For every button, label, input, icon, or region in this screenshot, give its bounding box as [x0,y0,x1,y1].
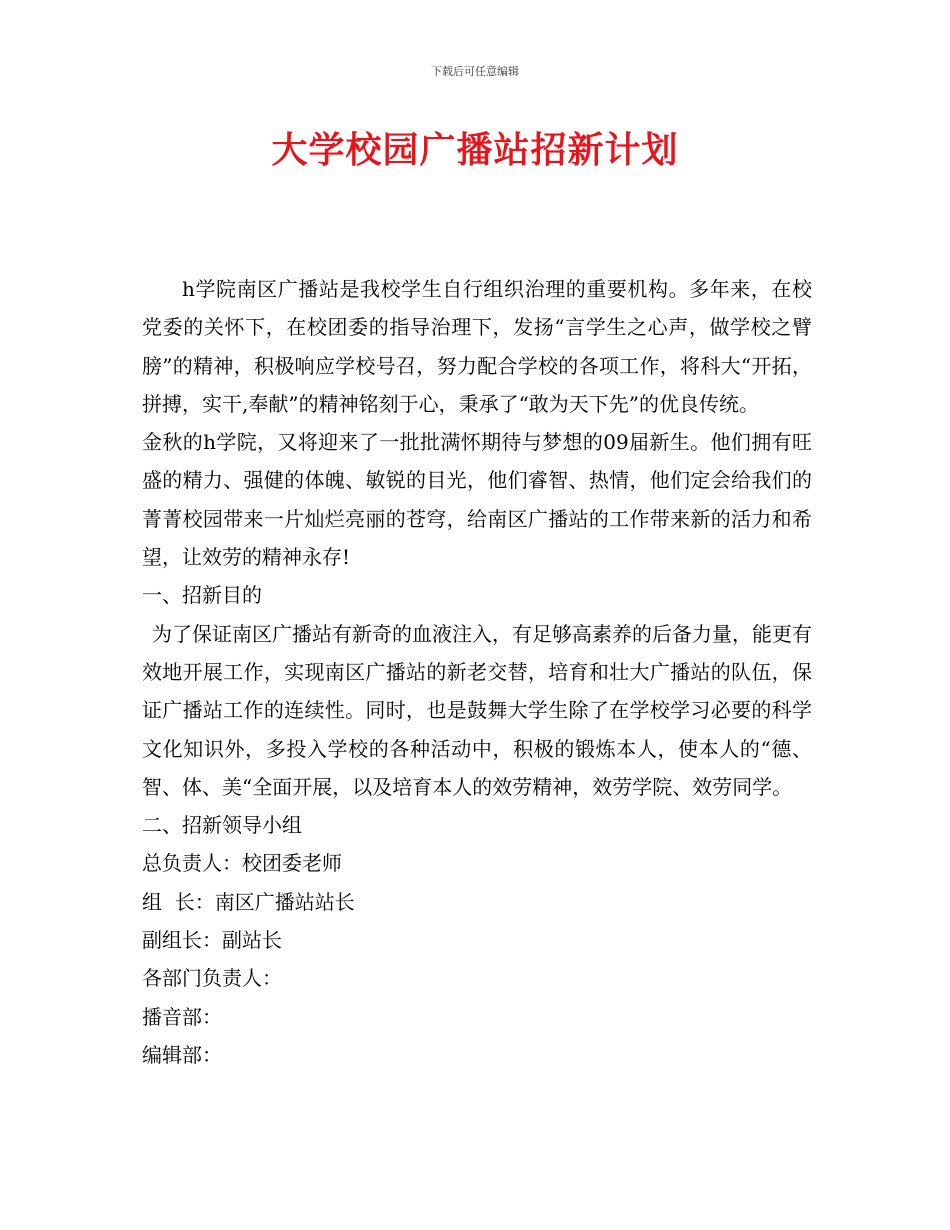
leadership-line-group-leader: 组 长：南区广播站站长 [142,889,355,914]
section-heading-purpose: 一、招新目的 [142,583,262,608]
leadership-line-broadcast-dept: 播音部： [142,1004,222,1029]
section-heading-leadership: 二、招新领导小组 [142,813,302,838]
document-title: 大学校园广播站招新计划 [271,129,679,171]
leadership-line-department-heads: 各部门负责人： [142,966,282,991]
document-body [142,270,812,1074]
leadership-line-general-manager: 总负责人：校团委老师 [142,851,342,876]
leadership-line-editorial-dept: 编辑部： [142,1042,222,1067]
leadership-line-deputy-leader: 副组长：副站长 [142,928,282,953]
page-header-note: 下载后可任意编辑 [431,65,519,78]
second-paragraph: 金秋的h学院，又将迎来了一批批满怀期待与梦想的09届新生。他们拥有旺盛的精力、强健的体魄、敏锐的目光，他们睿智、热情，他们定会给我们的菁菁校园带来一片灿烂亮丽的苍穹，给南区广播站的工作带来新的活力和希望，让效劳的精神永存! [142,430,812,570]
purpose-paragraph: 为了保证南区广播站有新奇的血液注入，有足够高素养的后备力量，能更有效地开展工作，实现南区广播站的新老交替，培育和壮大广播站的队伍，保证广播站工作的连续性。同时，也是鼓舞大学生除了在学校学习必要的科学文化知识外，多投入学校的各种活动中，积极的锻炼本人，使本人的“德、智、体、美“全面开展，以及培育本人的效劳精神，效劳学院、效劳同学。 [142,621,812,799]
intro-paragraph: h学院南区广播站是我校学生自行组织治理的重要机构。多年来，在校党委的关怀下，在校团委的指导治理下，发扬“言学生之心声，做学校之臂膀”的精神，积极响应学校号召，努力配合学校的各项工作，将科大“开拓，拼搏，实干,奉献”的精神铭刻于心，秉承了“敢为天下先”的优良传统。 [142,277,812,416]
